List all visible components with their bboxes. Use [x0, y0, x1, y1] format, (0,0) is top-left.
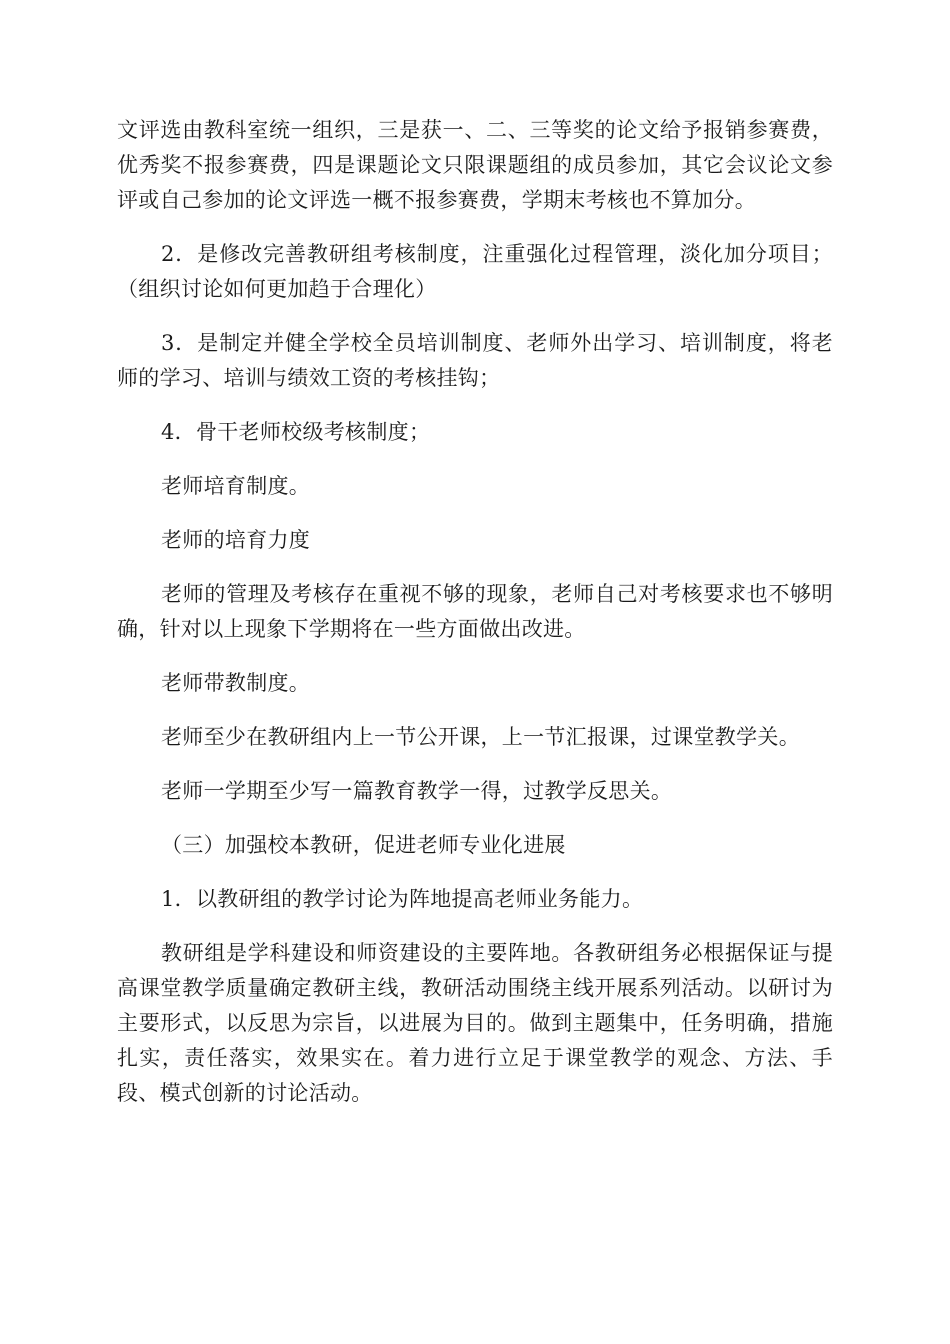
paragraph-reflection: 老师一学期至少写一篇教育教学一得，过教学反思关。	[161, 779, 673, 803]
paragraph-item-2: 2．是修改完善教研组考核制度，注重强化过程管理，淡化加分项目；（组织讨论如何更加趋于合理化）	[117, 242, 833, 301]
paragraph-item-1: 1．以教研组的教学讨论为阵地提高老师业务能力。	[161, 887, 644, 911]
paragraph-item-3: 3．是制定并健全学校全员培训制度、老师外出学习、培训制度，将老师的学习、培训与绩效工资的考核挂钩；	[117, 331, 833, 390]
paragraph-item-4: 4．骨干老师校级考核制度；	[161, 420, 431, 444]
paragraph-continuation: 文评选由教科室统一组织，三是获一、二、三等奖的论文给予报销参赛费，优秀奖不报参赛费，四是课题论文只限课题组的成员参加，其它会议论文参评或自己参加的论文评选一概不报参赛费，学期末考核也不算加分。	[117, 118, 833, 212]
section-heading: （三）加强校本教研，促进老师专业化进展	[161, 833, 566, 857]
paragraph-open-class: 老师至少在教研组内上一节公开课，上一节汇报课，过课堂教学关。	[161, 725, 800, 749]
paragraph-management: 老师的管理及考核存在重视不够的现象，老师自己对考核要求也不够明确，针对以上现象下学期将在一些方面做出改进。	[117, 582, 833, 641]
document-body	[117, 113, 833, 1130]
paragraph-research-group: 教研组是学科建设和师资建设的主要阵地。各教研组务必根据保证与提高课堂教学质量确定教研主线，教研活动围绕主线开展系列活动。以研讨为主要形式，以反思为宗旨，以进展为目的。做到主题集中，任务明确，措施扎实，责任落实，效果实在。着力进行立足于课堂教学的观念、方法、手段、模式创新的讨论活动。	[117, 941, 833, 1105]
paragraph-mentoring: 老师带教制度。	[161, 671, 311, 695]
paragraph-training-system: 老师培育制度。	[161, 474, 311, 498]
paragraph-training-strength: 老师的培育力度	[161, 528, 311, 552]
